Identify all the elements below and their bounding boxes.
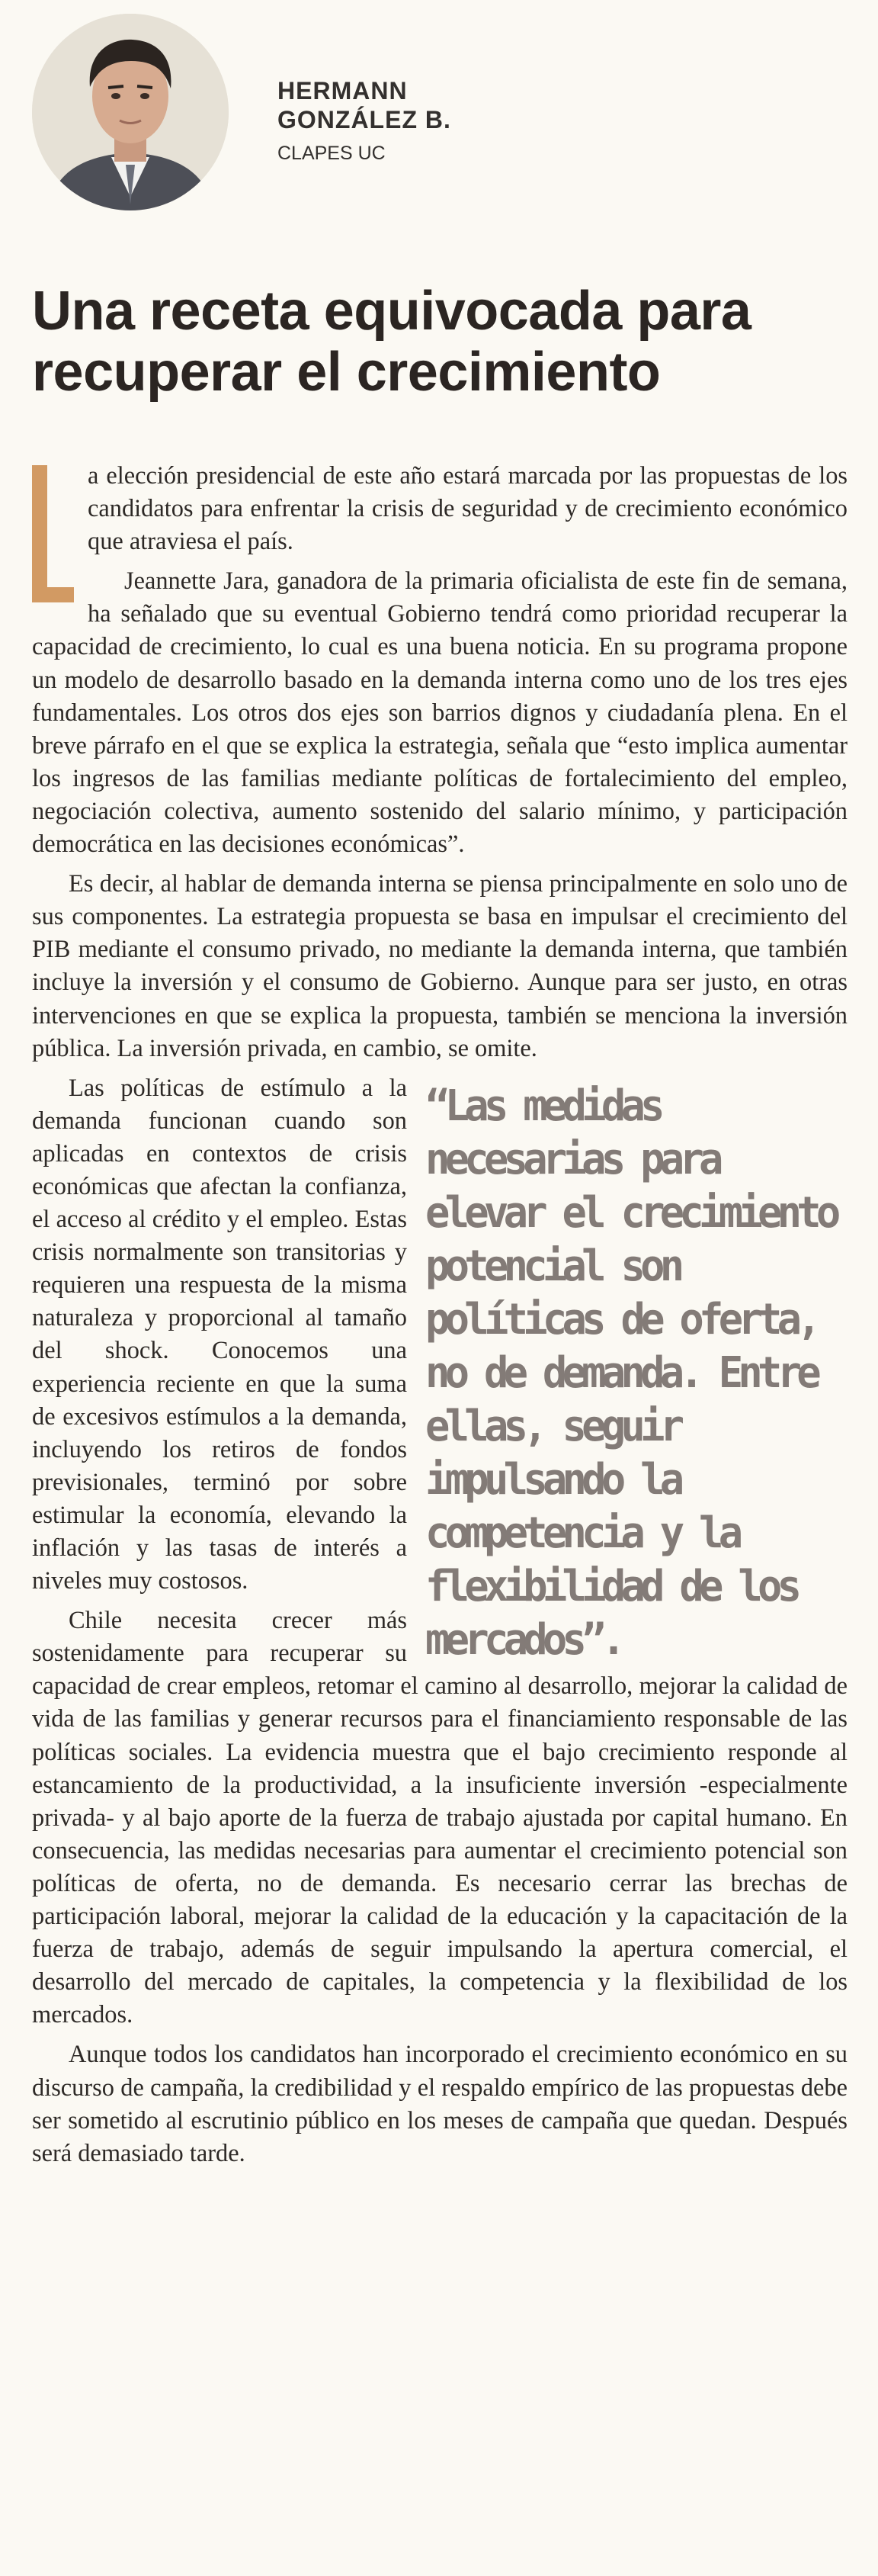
- dropcap-l-icon: [32, 465, 74, 602]
- pullquote: “Las medidas necesarias para elevar el crecimiento potencial son políticas de oferta, no de demanda. Entre ellas, seguir impulsando la competencia y la flexibilidad de los mercados”.: [425, 1081, 836, 1665]
- author-portrait-icon: [32, 14, 229, 210]
- paragraph-1: [32, 460, 848, 558]
- paragraph-5: Chile necesita crecer más sostenidamente para recuperar su capacidad de crear empleos, retomar el camino al desarrollo, mejorar la calidad de vida de las familias y generar recursos para el financiamiento responsable de las políticas sociales. La evidencia muestra que el bajo crecimiento responde al estancamiento de la productividad, a la insuficiente inversión -especialmente privada- y al bajo aporte de la fuerza de trabajo ajustada por capital humano. En consecuencia, las medidas necesarias para aumentar el crecimiento potencial son políticas de oferta, no de demanda. Es necesario cerrar las brechas de participación laboral, mejorar la calidad de la educación y la capacitación de la fuerza de trabajo, además de seguir impulsando la apertura comercial, el desarrollo del mercado de capitales, la competencia y la flexibilidad de los mercados.: [32, 1607, 848, 2029]
- author-name-line1: HERMANN: [277, 77, 408, 104]
- author-avatar: [32, 14, 229, 210]
- pullquote-box: [424, 1072, 851, 1665]
- article-body: [32, 460, 848, 2177]
- paragraph-3: Es decir, al hablar de demanda interna se piensa principalmente en solo uno de sus componentes. La estrategia propuesta se basa en impulsar el crecimiento del PIB mediante el consumo privado, no mediante la demanda interna, que también incluye la inversión y el consumo de Gobierno. Aunque para ser justo, en otras intervenciones en que se explica la propuesta, también se menciona la inversión pública. La inversión privada, en cambio, se omite.: [32, 870, 848, 1062]
- article-headline: Una receta equivocada para recuperar el crecimiento: [32, 281, 751, 403]
- paragraph-1-text: a elección presidencial de este año estará marcada por las propuestas de los candidatos para enfrentar la crisis de seguridad y de crecimiento económico que atraviesa el país.: [88, 462, 848, 556]
- author-name-line2: GONZÁLEZ B.: [277, 106, 451, 133]
- paragraph-4-text: Las políticas de estímulo a la demanda funcionan cuando son aplicadas en contextos de crisis económicas que afectan la confianza, el acceso al crédito y el empleo. Estas crisis normalmente son transitorias y requieren una respuesta de la misma naturaleza y proporcional al tamaño del shock. Conocemos una experiencia reciente en que la suma de excesivos estímulos a la demanda, incluyendo los retiros de fondos previsionales, terminó por sobre estimular la economía, elevando la inflación y las tasas de interés a niveles muy costosos.: [32, 1074, 407, 1595]
- author-header: [32, 14, 451, 210]
- author-info: [277, 58, 451, 166]
- paragraph-4: [32, 1072, 848, 1665]
- author-affiliation: CLAPES UC: [277, 143, 386, 164]
- paragraph-2: Jeannette Jara, ganadora de la primaria oficialista de este fin de semana, ha señalado que su eventual Gobierno tendrá como prioridad recuperar la capacidad de crecimiento, lo cual es una buena noticia. En su programa propone un modelo de desarrollo basado en la demanda interna como uno de los tres ejes fundamentales. Los otros dos ejes son barrios dignos y ciudadanía plena. En el breve párrafo en el que se explica la estrategia, señala que “esto implica aumentar los ingresos de las familias mediante políticas de fortalecimiento del empleo, negociación colectiva, aumento sostenido del salario mínimo, y participación democrática en las decisiones económicas”.: [32, 567, 848, 859]
- paragraph-6: Aunque todos los candidatos han incorporado el crecimiento económico en su discurso de campaña, la credibilidad y el respaldo empírico de las propuestas debe ser sometido al escrutinio público en los meses de campaña que quedan. Después será demasiado tarde.: [32, 2041, 848, 2167]
